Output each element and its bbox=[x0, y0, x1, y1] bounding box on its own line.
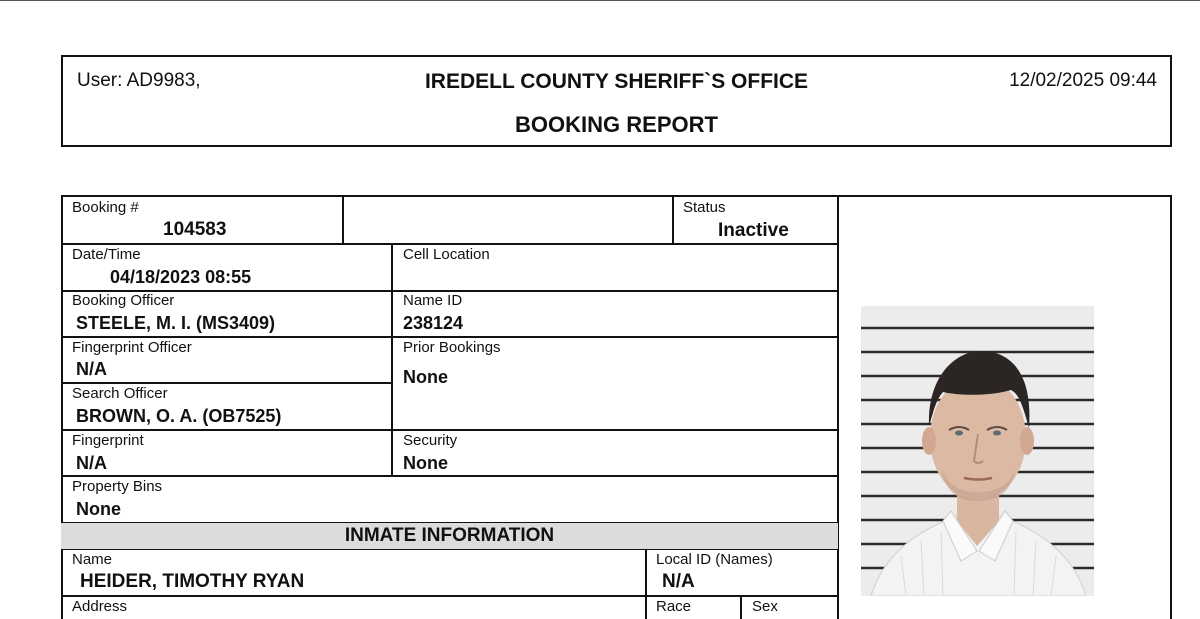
col-divider bbox=[672, 196, 674, 244]
row-divider bbox=[61, 382, 392, 384]
search-officer-value: BROWN, O. A. (OB7525) bbox=[76, 406, 282, 426]
booking-number-label: Booking # bbox=[72, 199, 139, 216]
col-divider bbox=[740, 595, 742, 619]
race-label: Race bbox=[656, 598, 692, 615]
cell-location-label: Cell Location bbox=[403, 246, 490, 263]
print-datetime: 12/02/2025 09:44 bbox=[1009, 70, 1157, 91]
prior-bookings-value: None bbox=[403, 367, 448, 387]
inmate-section-title: INMATE INFORMATION bbox=[344, 525, 555, 546]
booking-officer-label: Booking Officer bbox=[72, 292, 175, 309]
name-id-label: Name ID bbox=[403, 292, 463, 309]
fingerprint-officer-label: Fingerprint Officer bbox=[72, 339, 192, 356]
booking-officer-value: STEELE, M. I. (MS3409) bbox=[76, 313, 276, 333]
local-id-value: N/A bbox=[662, 571, 695, 592]
top-rule bbox=[0, 0, 1200, 1]
property-bins-label: Property Bins bbox=[72, 478, 163, 495]
row-divider bbox=[61, 336, 838, 338]
property-bins-value: None bbox=[76, 499, 121, 519]
col-divider bbox=[837, 196, 839, 619]
row-divider bbox=[61, 475, 838, 477]
inmate-name-value: HEIDER, TIMOTHY RYAN bbox=[80, 571, 305, 592]
security-value: None bbox=[403, 453, 448, 473]
fingerprint-label: Fingerprint bbox=[72, 432, 144, 449]
inmate-photo bbox=[861, 306, 1094, 596]
row-divider bbox=[61, 595, 838, 597]
local-id-label: Local ID (Names) bbox=[656, 551, 773, 568]
user-id: User: AD9983, bbox=[77, 70, 201, 91]
col-divider bbox=[391, 243, 393, 476]
booking-number-value: 104583 bbox=[163, 219, 227, 240]
status-label: Status bbox=[683, 199, 726, 216]
security-label: Security bbox=[403, 432, 458, 449]
row-divider bbox=[61, 429, 838, 431]
col-divider bbox=[342, 196, 344, 244]
prior-bookings-label: Prior Bookings bbox=[403, 339, 501, 356]
status-value: Inactive bbox=[718, 220, 789, 241]
sex-label: Sex bbox=[752, 598, 778, 615]
row-divider bbox=[61, 243, 838, 245]
report-title: BOOKING REPORT bbox=[515, 112, 718, 137]
datetime-label: Date/Time bbox=[72, 246, 141, 263]
office-title: IREDELL COUNTY SHERIFF`S OFFICE bbox=[424, 70, 809, 93]
booking-datetime-value: 04/18/2023 08:55 bbox=[110, 267, 252, 287]
address-label: Address bbox=[72, 598, 128, 615]
col-divider bbox=[645, 548, 647, 619]
fingerprint-value: N/A bbox=[76, 453, 107, 473]
search-officer-label: Search Officer bbox=[72, 385, 168, 402]
name-id-value: 238124 bbox=[403, 313, 464, 333]
fingerprint-officer-value: N/A bbox=[76, 359, 107, 379]
report-header bbox=[61, 55, 1172, 147]
inmate-name-label: Name bbox=[72, 551, 113, 568]
